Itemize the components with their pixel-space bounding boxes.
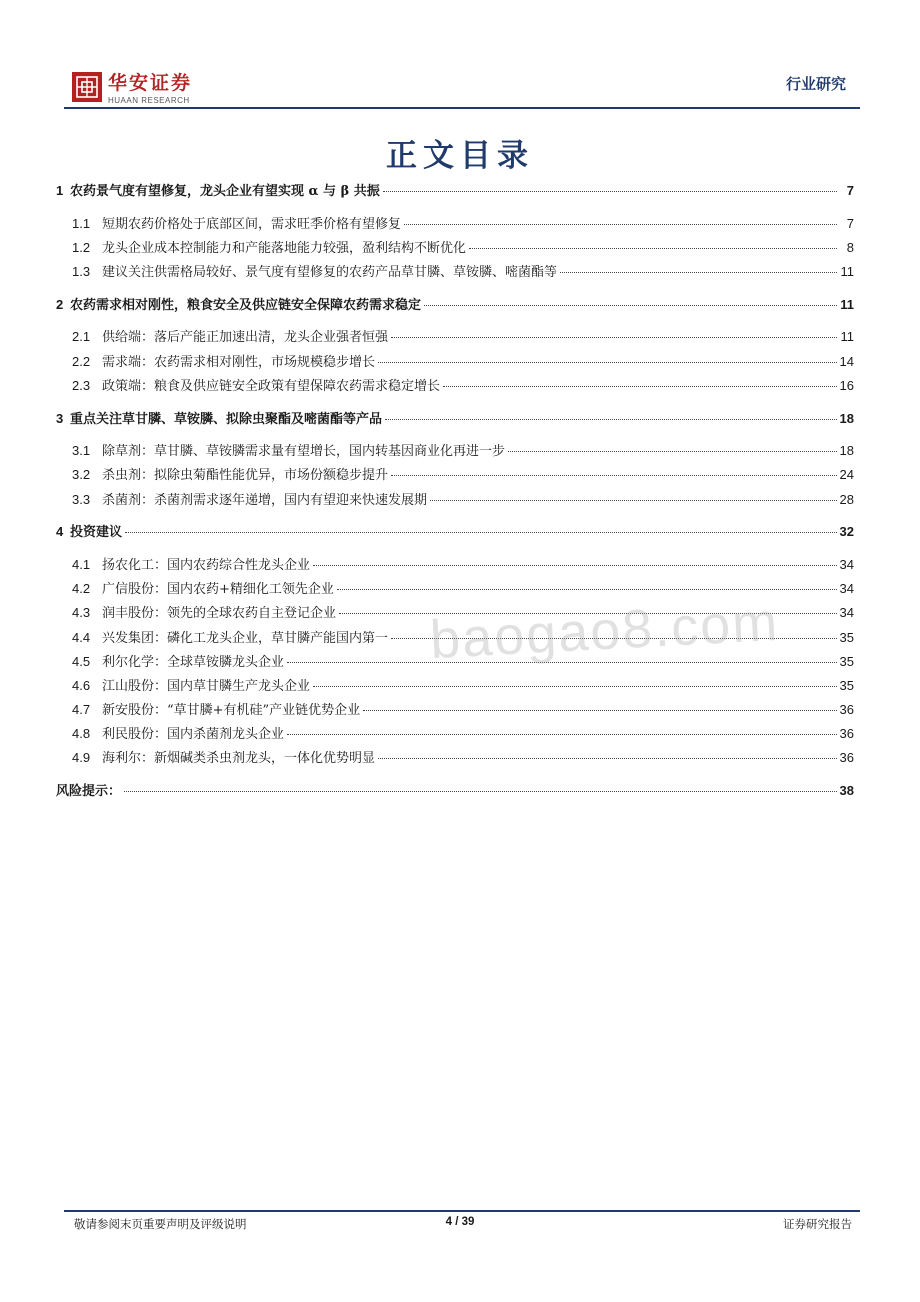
toc-subsection[interactable] (56, 261, 854, 285)
toc-number: 2 (56, 296, 64, 312)
toc-leader-dots (424, 305, 837, 306)
toc-number: 1 (56, 183, 64, 198)
toc-number: 4.7 (72, 702, 91, 718)
toc-leader-dots (378, 362, 837, 363)
toc-title: 供给端：落后产能正加速出清，龙头企业强者恒强 (102, 330, 389, 346)
toc-title: 新安股份：“草甘膦+有机硅”产业链优势企业 (102, 703, 361, 719)
toc-subsection[interactable] (56, 326, 854, 350)
toc-page-number: 36 (839, 750, 854, 766)
toc-page-number: 11 (840, 296, 854, 312)
toc-number: 4.5 (72, 653, 91, 669)
toc-title: 需求端：农药需求相对刚性，市场规模稳步增长 (102, 354, 376, 370)
logo-chinese-name: 华安证券 (108, 72, 193, 94)
toc-title: 杀菌剂：杀菌剂需求逐年递增，国内有望迎来快速发展期 (102, 492, 428, 508)
toc-title: 利尔化学：全球草铵膦龙头企业 (102, 654, 285, 670)
toc-number: 4 (56, 524, 64, 540)
toc-title: 扬农化工：国内农药综合性龙头企业 (102, 557, 311, 573)
toc-page-number: 7 (846, 215, 854, 231)
toc-subsection[interactable] (56, 675, 854, 699)
toc-section[interactable] (56, 780, 854, 804)
toc-page-number: 8 (846, 239, 854, 255)
toc-number: 4.4 (72, 629, 91, 645)
toc-title: 风险提示： (56, 784, 122, 800)
toc-leader-dots (363, 710, 836, 711)
toc-title: 龙头企业成本控制能力和产能落地能力较强，盈利结构不断优化 (102, 240, 467, 256)
toc-subsection[interactable] (56, 489, 854, 513)
toc-section[interactable] (56, 408, 854, 432)
toc-title: 江山股份：国内草甘膦生产龙头企业 (102, 678, 311, 694)
toc-leader-dots (287, 734, 837, 735)
toc-number: 3.3 (72, 491, 91, 507)
toc-title: 农药需求相对刚性，粮食安全及供应链安全保障农药需求稳定 (70, 297, 422, 313)
toc-title: 建议关注供需格局较好、景气度有望修复的农药产品草甘膦、草铵膦、嘧菌酯等 (102, 265, 558, 281)
toc-leader-dots (378, 758, 837, 759)
toc-page-number: 35 (839, 653, 854, 669)
toc-number: 4.3 (72, 605, 91, 621)
toc-page-number: 38 (839, 783, 854, 799)
toc-number: 4.1 (72, 556, 91, 572)
toc-number: 1.2 (72, 239, 91, 255)
toc-leader-dots (125, 532, 837, 533)
toc-number: 4.6 (72, 677, 91, 693)
toc-leader-dots (469, 248, 837, 249)
page-total: 39 (461, 1216, 475, 1228)
toc-number: 1.3 (72, 264, 91, 280)
page-title: 正文目录 (386, 138, 534, 174)
toc-number: 4.2 (72, 581, 91, 597)
toc-title: 润丰股份：领先的全球农药自主登记企业 (102, 606, 337, 622)
toc-page-number: 11 (840, 264, 854, 280)
toc-subsection[interactable] (56, 699, 854, 723)
toc-title: 农药景气度有望修复，龙头企业有望实现 α 与 β 共振 (70, 184, 380, 199)
toc-page-number: 34 (839, 605, 854, 621)
watermark: baogao8.com (428, 591, 781, 671)
toc-page-number: 34 (839, 581, 854, 597)
toc-subsection[interactable] (56, 747, 854, 771)
page-header (0, 0, 920, 120)
toc-leader-dots (391, 337, 837, 338)
toc-page-number: 34 (839, 556, 854, 572)
toc-subsection[interactable] (56, 213, 854, 237)
logo-english-name: HUAAN RESEARCH (108, 96, 190, 105)
toc-number: 3 (56, 410, 64, 426)
toc-leader-dots (391, 475, 837, 476)
toc-number: 1.1 (72, 215, 91, 231)
page-number (0, 1216, 920, 1228)
toc-title: 除草剂：草甘膦、草铵膦需求量有望增长，国内转基因商业化再进一步 (102, 444, 506, 460)
report-type-label: 行业研究 (785, 76, 846, 93)
toc-section[interactable] (56, 180, 854, 204)
toc-leader-dots (385, 419, 837, 420)
toc-subsection[interactable] (56, 237, 854, 261)
toc-page-number: 28 (839, 491, 854, 507)
toc-leader-dots (404, 224, 837, 225)
toc-subsection[interactable] (56, 375, 854, 399)
toc-number: 4.8 (72, 726, 91, 742)
toc-title: 海利尔：新烟碱类杀虫剂龙头，一体化优势明显 (102, 751, 376, 767)
toc-leader-dots (313, 686, 837, 687)
toc-page-number: 32 (839, 524, 854, 540)
toc-number: 4.9 (72, 750, 91, 766)
toc-subsection[interactable] (56, 554, 854, 578)
toc-leader-dots (560, 272, 837, 273)
toc-page-number: 18 (839, 443, 854, 459)
toc-title: 杀虫剂：拟除虫菊酯性能优异，市场份额稳步提升 (102, 468, 389, 484)
toc-subsection[interactable] (56, 440, 854, 464)
toc-leader-dots (313, 565, 837, 566)
toc-page-number: 14 (839, 353, 854, 369)
toc-leader-dots (508, 451, 837, 452)
toc-title: 政策端：粮食及供应链安全政策有望保障农药需求稳定增长 (102, 378, 441, 394)
toc-leader-dots (443, 386, 837, 387)
toc-title: 投资建议 (70, 525, 123, 541)
toc-number: 2.2 (72, 353, 91, 369)
toc-number: 2.1 (72, 329, 91, 345)
toc-leader-dots (430, 500, 837, 501)
toc-subsection[interactable] (56, 351, 854, 375)
page-current: 4 (445, 1216, 452, 1228)
toc-title: 广信股份：国内农药+精细化工领先企业 (102, 582, 334, 598)
toc-page-number: 36 (839, 702, 854, 718)
toc-subsection[interactable] (56, 723, 854, 747)
toc-title: 兴发集团：磷化工龙头企业，草甘膦产能国内第一 (102, 630, 389, 646)
header-divider (64, 107, 860, 109)
toc-page-number: 16 (839, 377, 854, 393)
toc-title: 重点关注草甘膦、草铵膦、拟除虫聚酯及嘧菌酯等产品 (70, 411, 383, 427)
toc-leader-dots (337, 589, 837, 590)
toc-leader-dots (124, 791, 837, 792)
company-logo (72, 72, 192, 105)
toc-page-number: 35 (839, 629, 854, 645)
toc-number: 3.1 (72, 443, 91, 459)
table-of-contents (56, 180, 854, 804)
page-separator: / (455, 1216, 459, 1228)
toc-page-number: 11 (840, 329, 854, 345)
toc-page-number: 35 (839, 677, 854, 693)
toc-section[interactable] (56, 521, 854, 545)
footer-report-label: 证券研究报告 (783, 1217, 852, 1231)
toc-page-number: 24 (839, 467, 854, 483)
toc-page-number: 7 (846, 183, 854, 198)
toc-page-number: 36 (839, 726, 854, 742)
footer-disclaimer: 敬请参阅末页重要声明及评级说明 (74, 1217, 247, 1231)
seal-icon (72, 72, 102, 102)
toc-title: 利民股份：国内杀菌剂龙头企业 (102, 727, 285, 743)
toc-title: 短期农药价格处于底部区间，需求旺季价格有望修复 (102, 216, 402, 232)
footer-divider (64, 1210, 860, 1212)
toc-number: 2.3 (72, 377, 91, 393)
toc-section[interactable] (56, 294, 854, 318)
toc-number: 3.2 (72, 467, 91, 483)
toc-page-number: 18 (839, 410, 854, 426)
toc-leader-dots (383, 191, 837, 192)
toc-subsection[interactable] (56, 464, 854, 488)
